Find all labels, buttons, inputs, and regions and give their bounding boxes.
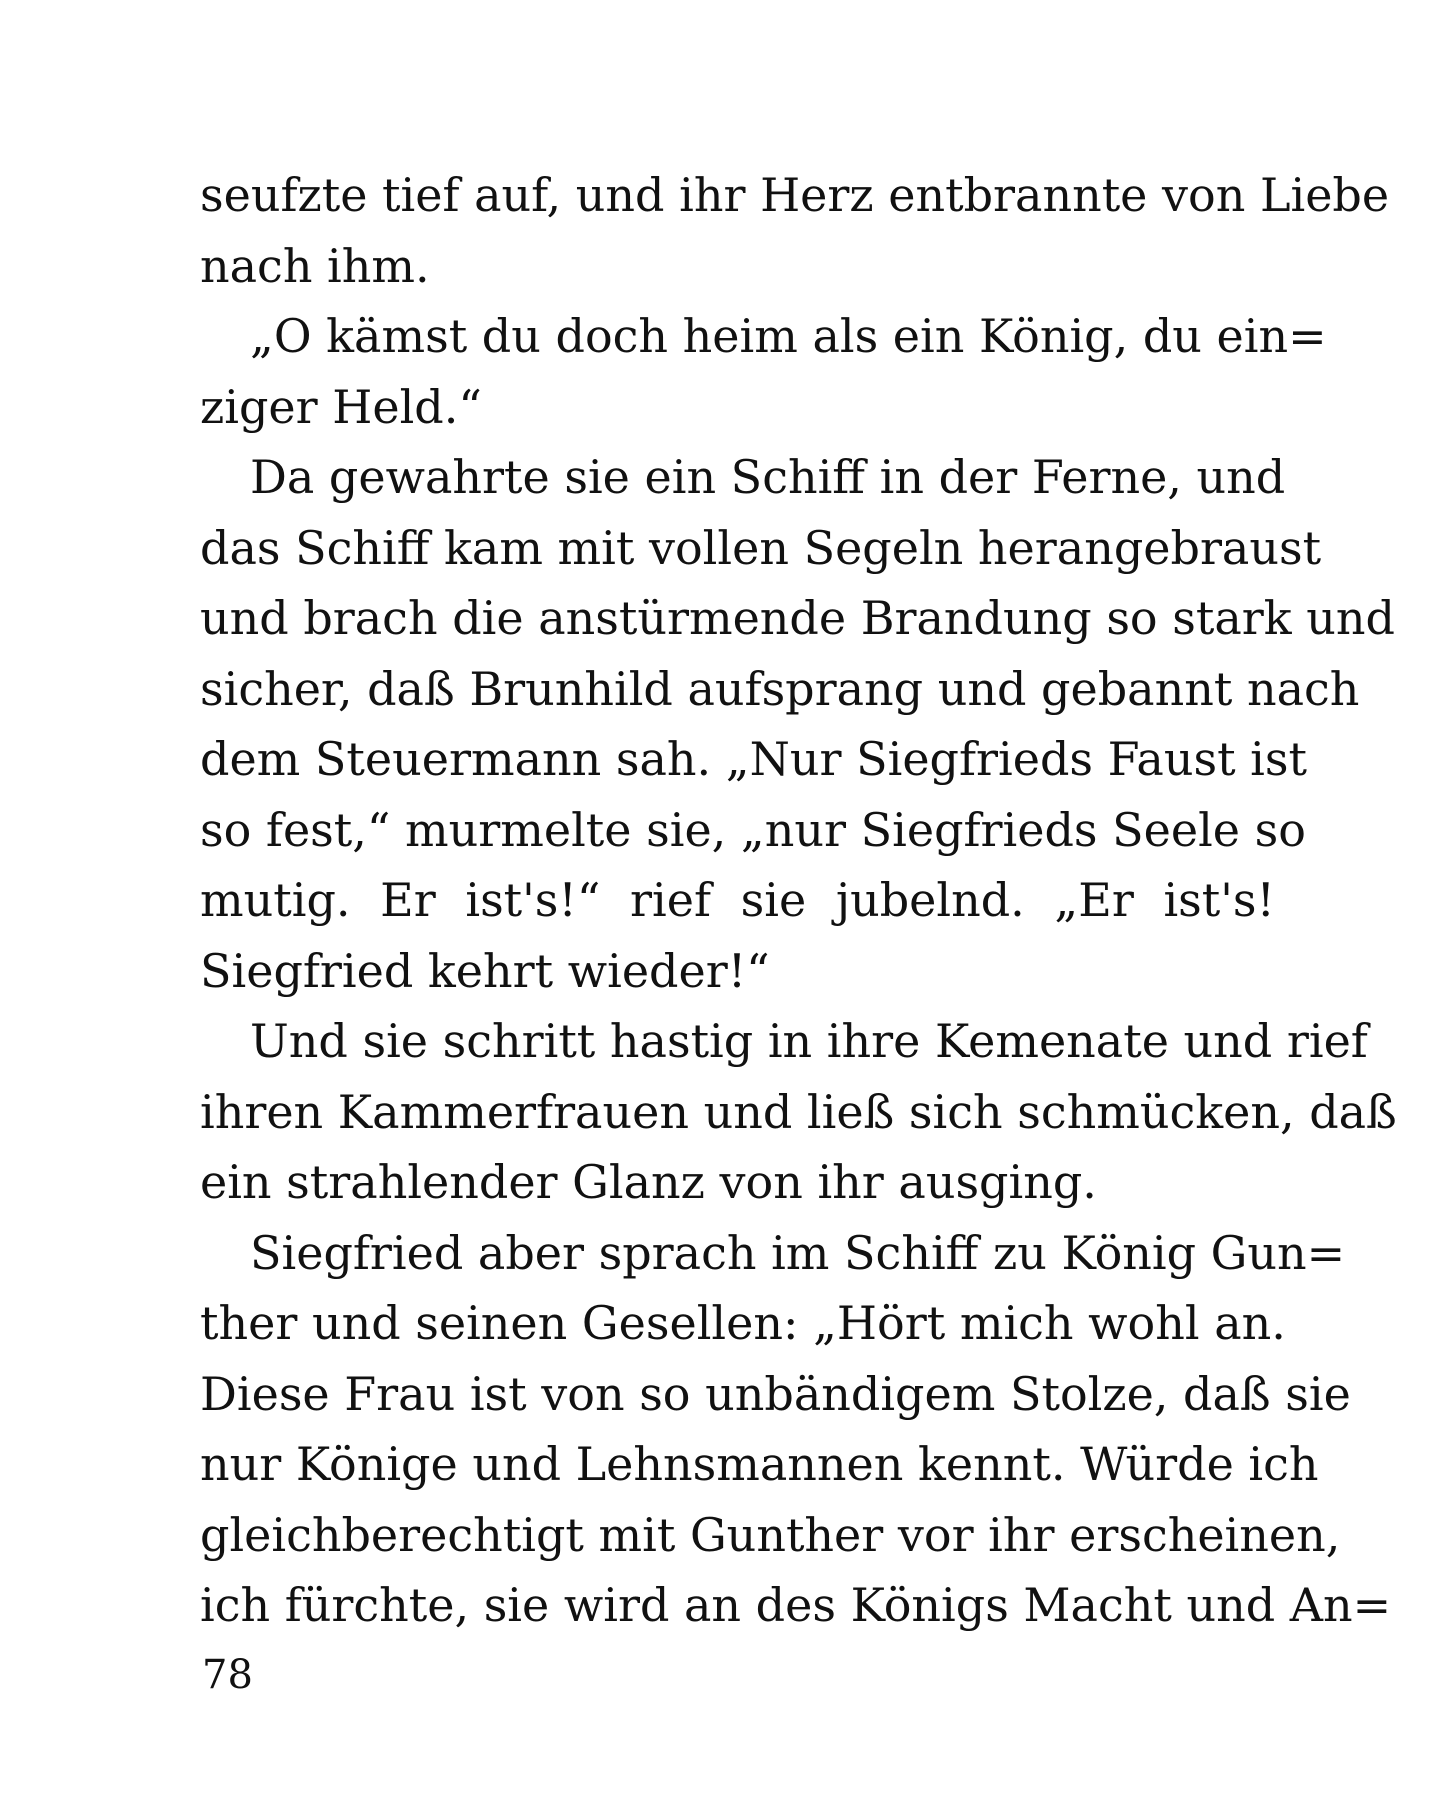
text-line: ein strahlender Glanz von ihr ausging. (200, 1155, 1097, 1209)
text-line: Diese Frau ist von so unbändigem Stolze, daß sie (200, 1366, 1351, 1421)
paragraph-3 (200, 442, 1395, 1006)
text-line: sicher, daß Brunhild aufsprang und gebannt nach (200, 661, 1360, 716)
paragraph-5 (200, 1218, 1392, 1641)
text-line: Siegfried kehrt wieder!“ (200, 943, 770, 998)
text-line: gleichberechtigt mit Gunther vor ihr erscheinen, (200, 1507, 1341, 1562)
text-line: Siegfried aber sprach im Schiff zu König Gun= (250, 1225, 1346, 1280)
text-line: dem Steuermann sah. „Nur Siegfrieds Faust ist (200, 732, 1307, 786)
text-line: nur Könige und Lehnsmannen kennt. Würde ich (200, 1437, 1319, 1491)
text-line: Und sie schritt hastig in ihre Kemenate und rief (250, 1014, 1368, 1068)
text-line: ihren Kammerfrauen und ließ sich schmücken, daß (200, 1084, 1397, 1139)
text-line: ziger Held.“ (200, 379, 482, 434)
text-line: ther und seinen Gesellen: „Hört mich wohl an. (200, 1296, 1286, 1350)
text-line: mutig. Er ist's!“ rief sie jubelnd. „Er ist's! (200, 873, 1275, 927)
page-number: 78 (202, 1652, 253, 1698)
paragraph-4 (200, 1006, 1397, 1218)
paragraph-2 (200, 301, 1327, 442)
paragraph-1 (200, 160, 1390, 301)
text-line: seufzte tief auf, und ihr Herz entbrannte von Liebe (200, 168, 1390, 222)
text-line: nach ihm. (200, 238, 430, 293)
text-line: und brach die anstürmende Brandung so stark und (200, 591, 1395, 645)
text-line: „O kämst du doch heim als ein König, du ein= (250, 309, 1327, 363)
text-line: ich fürchte, sie wird an des Königs Macht und An= (200, 1578, 1392, 1632)
text-line: Da gewahrte sie ein Schiff in der Ferne, und (250, 450, 1286, 504)
page-body-text (200, 160, 1397, 1641)
text-line: das Schiff kam mit vollen Segeln herangebraust (200, 520, 1322, 575)
text-line: so fest,“ murmelte sie, „nur Siegfrieds Seele so (200, 802, 1306, 857)
